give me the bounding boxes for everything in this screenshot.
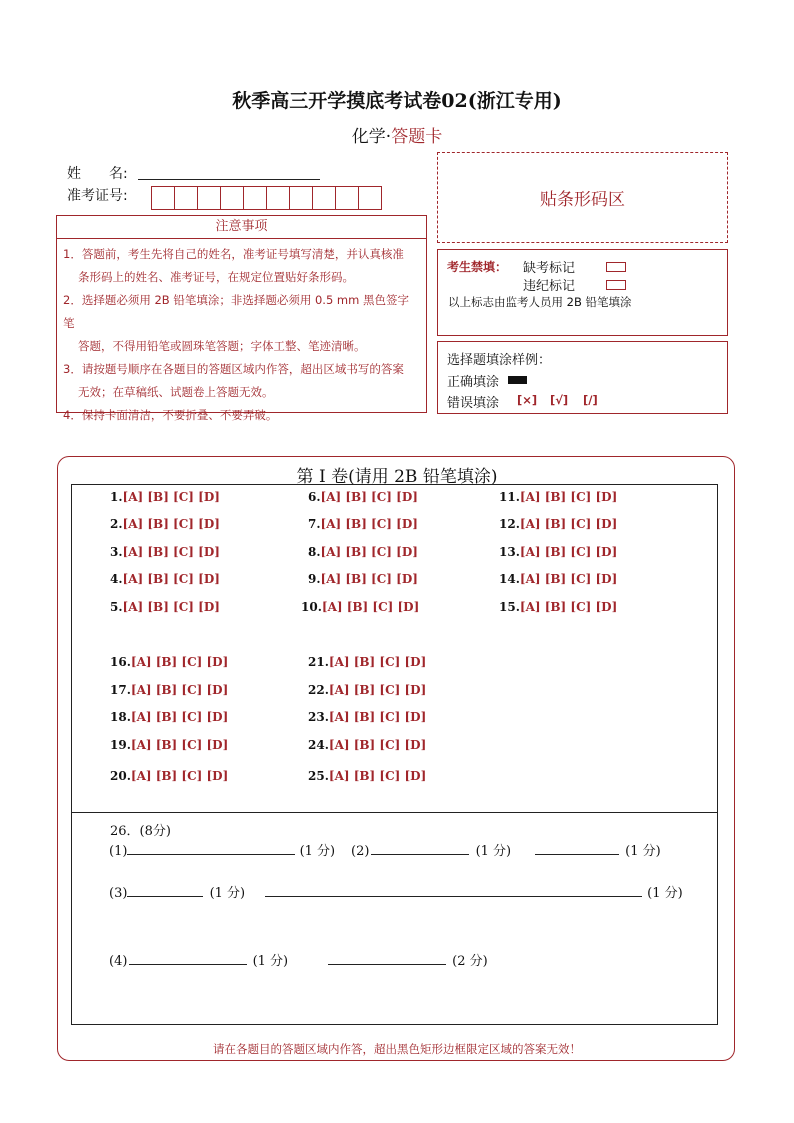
forbid-note: 以上标志由监考人员用 2B 铅笔填涂 bbox=[448, 295, 632, 309]
answer-blank[interactable] bbox=[328, 952, 446, 965]
section-title: 第 I 卷(请用 2B 铅笔填涂) bbox=[296, 467, 498, 487]
section-divider bbox=[71, 812, 718, 813]
violation-label: 违纪标记 bbox=[523, 279, 576, 294]
absent-label: 缺考标记 bbox=[523, 261, 576, 276]
note-line: 2．选择题必须用 2B 铅笔填涂；非选择题必须用 0.5 mm 黑色签字笔 bbox=[63, 293, 409, 330]
choice-question[interactable]: 3.[A] [B] [C] [D] bbox=[110, 545, 220, 559]
id-digit-box[interactable] bbox=[220, 186, 244, 210]
id-digit-box[interactable] bbox=[243, 186, 267, 210]
answer-grid-frame bbox=[71, 484, 718, 1025]
answer-blank[interactable] bbox=[127, 884, 203, 897]
wrong-mark-slash: [/] bbox=[583, 393, 598, 407]
card-label: 答题卡 bbox=[391, 127, 443, 147]
choice-question[interactable]: 22.[A] [B] [C] [D] bbox=[308, 683, 427, 697]
barcode-area bbox=[437, 152, 728, 243]
choice-question[interactable]: 24.[A] [B] [C] [D] bbox=[308, 738, 427, 752]
id-number-boxes[interactable] bbox=[151, 186, 381, 210]
choice-question[interactable]: 7.[A] [B] [C] [D] bbox=[308, 517, 418, 531]
id-digit-box[interactable] bbox=[197, 186, 221, 210]
wrong-mark-x: [×] bbox=[517, 393, 538, 407]
id-digit-box[interactable] bbox=[335, 186, 359, 210]
choice-question[interactable]: 2.[A] [B] [C] [D] bbox=[110, 517, 220, 531]
fill-sample-panel bbox=[437, 341, 728, 414]
id-digit-box[interactable] bbox=[151, 186, 175, 210]
wrong-mark-check: [√] bbox=[550, 393, 569, 407]
note-line: 无效；在草稿纸、试题卷上答题无效。 bbox=[78, 385, 274, 399]
footer-warning: 请在各题目的答题区域内作答，超出黑色矩形边框限定区域的答案无效！ bbox=[213, 1042, 581, 1056]
id-digit-box[interactable] bbox=[266, 186, 290, 210]
id-label: 准考证号: bbox=[67, 188, 128, 204]
note-line: 3．请按题号顺序在各题目的答题区域内作答，超出区域书写的答案 bbox=[63, 362, 404, 376]
page-subtitle bbox=[0, 122, 794, 147]
q26-header: 26．(8分) bbox=[110, 824, 171, 839]
note-line: 4．保持卡面清洁，不要折叠、不要弄破。 bbox=[63, 408, 278, 422]
notes-panel bbox=[56, 215, 427, 422]
answer-blank[interactable] bbox=[535, 842, 619, 855]
q26-row-1b: (2) (1 分) bbox=[351, 844, 512, 859]
id-digit-box[interactable] bbox=[358, 186, 382, 210]
choice-question[interactable]: 9.[A] [B] [C] [D] bbox=[308, 572, 418, 586]
choice-question[interactable]: 16.[A] [B] [C] [D] bbox=[110, 655, 229, 669]
choice-question[interactable]: 18.[A] [B] [C] [D] bbox=[110, 710, 229, 724]
choice-question[interactable]: 1.[A] [B] [C] [D] bbox=[110, 490, 220, 504]
choice-question[interactable]: 19.[A] [B] [C] [D] bbox=[110, 738, 229, 752]
answer-blank[interactable] bbox=[127, 842, 295, 855]
choice-question[interactable]: 15.[A] [B] [C] [D] bbox=[499, 600, 618, 614]
q26-row-3b: (2 分) bbox=[328, 950, 488, 969]
q26-row-1c: (1 分) bbox=[535, 840, 661, 859]
choice-question[interactable]: 21.[A] [B] [C] [D] bbox=[308, 655, 427, 669]
id-digit-box[interactable] bbox=[312, 186, 336, 210]
note-line: 条形码上的姓名、准考证号，在规定位置贴好条形码。 bbox=[78, 270, 354, 284]
name-label: 姓 名: bbox=[67, 166, 128, 182]
filled-mark-icon bbox=[508, 376, 527, 384]
absent-mark-box[interactable] bbox=[606, 262, 626, 272]
choice-question[interactable]: 23.[A] [B] [C] [D] bbox=[308, 710, 427, 724]
subject-label: 化学· bbox=[351, 127, 392, 147]
barcode-label: 贴条形码区 bbox=[540, 190, 625, 210]
choice-question[interactable]: 11.[A] [B] [C] [D] bbox=[499, 490, 618, 504]
wrong-fill-label: 错误填涂 bbox=[447, 396, 500, 411]
choice-question[interactable]: 4.[A] [B] [C] [D] bbox=[110, 572, 220, 586]
note-line: 1．答题前，考生先将自己的姓名，准考证号填写清楚，并认真核准 bbox=[63, 247, 404, 261]
choice-question[interactable]: 5.[A] [B] [C] [D] bbox=[110, 600, 220, 614]
violation-mark-box[interactable] bbox=[606, 280, 626, 290]
id-digit-box[interactable] bbox=[174, 186, 198, 210]
q26-row-1: (1) (1 分) bbox=[109, 844, 336, 859]
q26-row-3: (4) (1 分) bbox=[109, 954, 289, 969]
sample-title: 选择题填涂样例： bbox=[447, 353, 552, 368]
choice-question[interactable]: 6.[A] [B] [C] [D] bbox=[308, 490, 418, 504]
choice-question[interactable]: 8.[A] [B] [C] [D] bbox=[308, 545, 418, 559]
examiner-only-panel bbox=[437, 249, 728, 336]
choice-question[interactable]: 20.[A] [B] [C] [D] bbox=[110, 769, 229, 783]
id-digit-box[interactable] bbox=[289, 186, 313, 210]
name-field[interactable] bbox=[138, 178, 320, 180]
answer-blank[interactable] bbox=[265, 884, 642, 897]
q26-row-2: (3) (1 分) bbox=[109, 886, 246, 901]
forbid-label: 考生禁填： bbox=[447, 260, 508, 274]
choice-question[interactable]: 13.[A] [B] [C] [D] bbox=[499, 545, 618, 559]
choice-question[interactable]: 12.[A] [B] [C] [D] bbox=[499, 517, 618, 531]
correct-fill-label: 正确填涂 bbox=[447, 375, 500, 390]
choice-question[interactable]: 10.[A] [B] [C] [D] bbox=[301, 600, 420, 614]
answer-blank[interactable] bbox=[371, 842, 469, 855]
choice-question[interactable]: 25.[A] [B] [C] [D] bbox=[308, 769, 427, 783]
notes-heading: 注意事项 bbox=[57, 216, 426, 239]
note-line: 答题，不得用铅笔或圆珠笔答题；字体工整、笔迹清晰。 bbox=[78, 339, 366, 353]
answer-blank[interactable] bbox=[129, 952, 247, 965]
choice-question[interactable]: 14.[A] [B] [C] [D] bbox=[499, 572, 618, 586]
page-title: 秋季高三开学摸底考试卷02(浙江专用) bbox=[232, 90, 562, 112]
choice-question[interactable]: 17.[A] [B] [C] [D] bbox=[110, 683, 229, 697]
q26-row-2b: (1 分) bbox=[265, 882, 683, 901]
